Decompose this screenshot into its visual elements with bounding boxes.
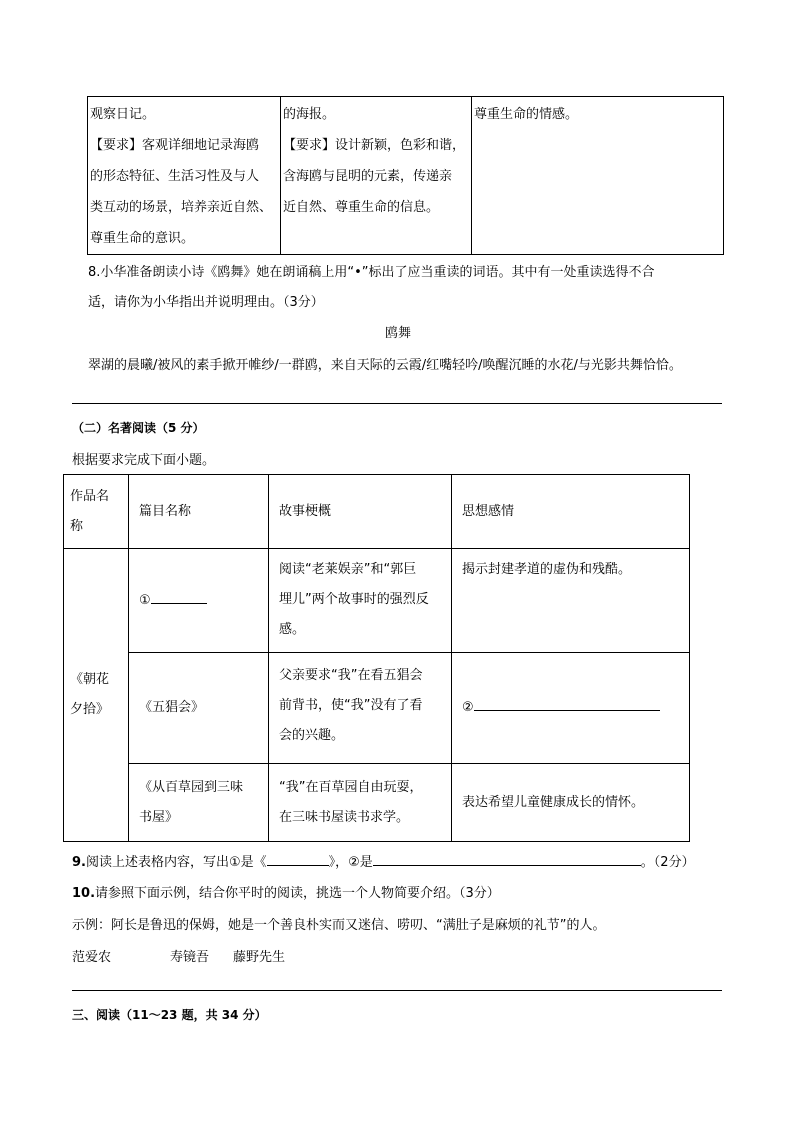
cell-line: 含海鸥与昆明的元素，传递亲 bbox=[283, 169, 453, 184]
summary-line: 会的兴趣。 bbox=[279, 728, 345, 743]
blank-marker: ① bbox=[139, 592, 151, 608]
header-work-line: 作品名 bbox=[70, 488, 110, 504]
section-2-instruction: 根据要求完成下面小题。 bbox=[72, 453, 216, 468]
cell-line: 【要求】设计新颖，色彩和谐， bbox=[283, 138, 466, 153]
header-work-line: 称 bbox=[70, 518, 84, 534]
question-10-number: 10. bbox=[72, 886, 96, 901]
question-8-line2: 适，请你为小华指出并说明理由。（3分） bbox=[88, 295, 324, 310]
emotion-cell bbox=[452, 653, 690, 764]
character-option: 寿镜吾 bbox=[170, 950, 210, 965]
section-divider bbox=[72, 403, 722, 404]
table-cell bbox=[281, 97, 472, 255]
question-9-text: 阅读上述表格内容，写出①是《 bbox=[85, 855, 267, 870]
cell-line: 类互动的场景，培养亲近自然、 bbox=[90, 200, 273, 215]
chapter-line: 书屋》 bbox=[139, 809, 179, 825]
character-option: 范爱农 bbox=[72, 950, 112, 965]
work-title-cell bbox=[64, 549, 129, 842]
reading-table bbox=[63, 474, 690, 842]
summary-line: 在三味书屋读书求学。 bbox=[279, 809, 410, 825]
chapter-cell: 《五猖会》 bbox=[129, 653, 269, 764]
cell-line: 尊重生命的意识。 bbox=[90, 231, 195, 246]
table-cell bbox=[88, 97, 281, 255]
cell-line: 【要求】客观详细地记录海鸥 bbox=[90, 138, 260, 153]
question-10 bbox=[72, 882, 500, 901]
emotion-cell: 揭示封建孝道的虚伪和残酷。 bbox=[452, 549, 690, 653]
cell-line: 尊重生命的情感。 bbox=[474, 107, 579, 122]
summary-line: 父亲要求“我”在看五猖会 bbox=[279, 668, 423, 683]
answer-blank-2[interactable] bbox=[373, 851, 641, 866]
emotion-cell: 表达希望儿童健康成长的情怀。 bbox=[452, 764, 690, 842]
table-row bbox=[88, 97, 724, 255]
work-title-line: 夕拾》 bbox=[70, 702, 110, 717]
work-title-line: 《朝花 bbox=[70, 672, 110, 687]
poem-text: 翠湖的晨曦/被风的素手掀开帷纱/一群鸥，来自天际的云霞/红嘴轻吟/唤醒沉睡的水花/与光影共舞恰恰。 bbox=[88, 358, 682, 373]
section-divider bbox=[72, 990, 722, 991]
section-3-heading: 三、阅读（11～23 题，共 34 分） bbox=[72, 1008, 267, 1022]
summary-line: 阅读“老莱娱亲”和“郭巨 bbox=[279, 562, 417, 577]
chapter-line: 《从百草园到三味 bbox=[139, 779, 244, 795]
question-9 bbox=[72, 851, 695, 870]
table-row bbox=[64, 764, 690, 842]
question-9-text: 。（2分） bbox=[640, 855, 695, 870]
question-8-line1: 8.小华准备朗读小诗《鸥舞》她在朗诵稿上用“•”标出了应当重读的词语。其中有一处重读选得不合 bbox=[88, 265, 655, 280]
summary-line: 埋儿”两个故事时的强烈反 bbox=[279, 592, 429, 607]
poem-title: 鸥舞 bbox=[385, 326, 412, 341]
cell-line: 的形态特征、生活习性及与人 bbox=[90, 169, 260, 184]
header-summary: 故事梗概 bbox=[269, 475, 452, 549]
top-activity-table bbox=[87, 96, 724, 255]
summary-line: 感。 bbox=[279, 622, 306, 637]
table-header-row bbox=[64, 475, 690, 549]
character-option: 藤野先生 bbox=[233, 950, 286, 965]
table-cell bbox=[472, 97, 724, 255]
header-chapter: 篇目名称 bbox=[129, 475, 269, 549]
cell-line: 观察日记。 bbox=[90, 107, 156, 122]
answer-blank[interactable] bbox=[474, 696, 660, 711]
question-9-number: 9. bbox=[72, 855, 86, 870]
blank-marker: ② bbox=[462, 700, 474, 715]
question-9-text: 》，②是 bbox=[328, 855, 373, 870]
table-row bbox=[64, 549, 690, 653]
summary-line: 前背书，使“我”没有了看 bbox=[279, 698, 423, 713]
header-emotion: 思想感情 bbox=[452, 475, 690, 549]
cell-line: 的海报。 bbox=[283, 107, 336, 122]
summary-line: “我”在百草园自由玩耍， bbox=[279, 779, 423, 795]
chapter-cell bbox=[129, 764, 269, 842]
chapter-cell bbox=[129, 549, 269, 653]
answer-blank-1[interactable] bbox=[267, 851, 329, 866]
summary-cell bbox=[269, 653, 452, 764]
answer-blank[interactable] bbox=[151, 589, 207, 604]
summary-cell bbox=[269, 549, 452, 653]
question-10-example: 示例：阿长是鲁迅的保姆，她是一个善良朴实而又迷信、唠叨、“满肚子是麻烦的礼节”的人。 bbox=[72, 918, 606, 933]
question-8 bbox=[88, 258, 728, 318]
question-10-text: 请参照下面示例，结合你平时的阅读，挑选一个人物简要介绍。（3分） bbox=[95, 886, 500, 901]
section-2-heading: （二）名著阅读（5 分） bbox=[72, 421, 205, 435]
header-work bbox=[64, 475, 129, 549]
table-row bbox=[64, 653, 690, 764]
cell-line: 近自然、尊重生命的信息。 bbox=[283, 200, 440, 215]
summary-cell bbox=[269, 764, 452, 842]
